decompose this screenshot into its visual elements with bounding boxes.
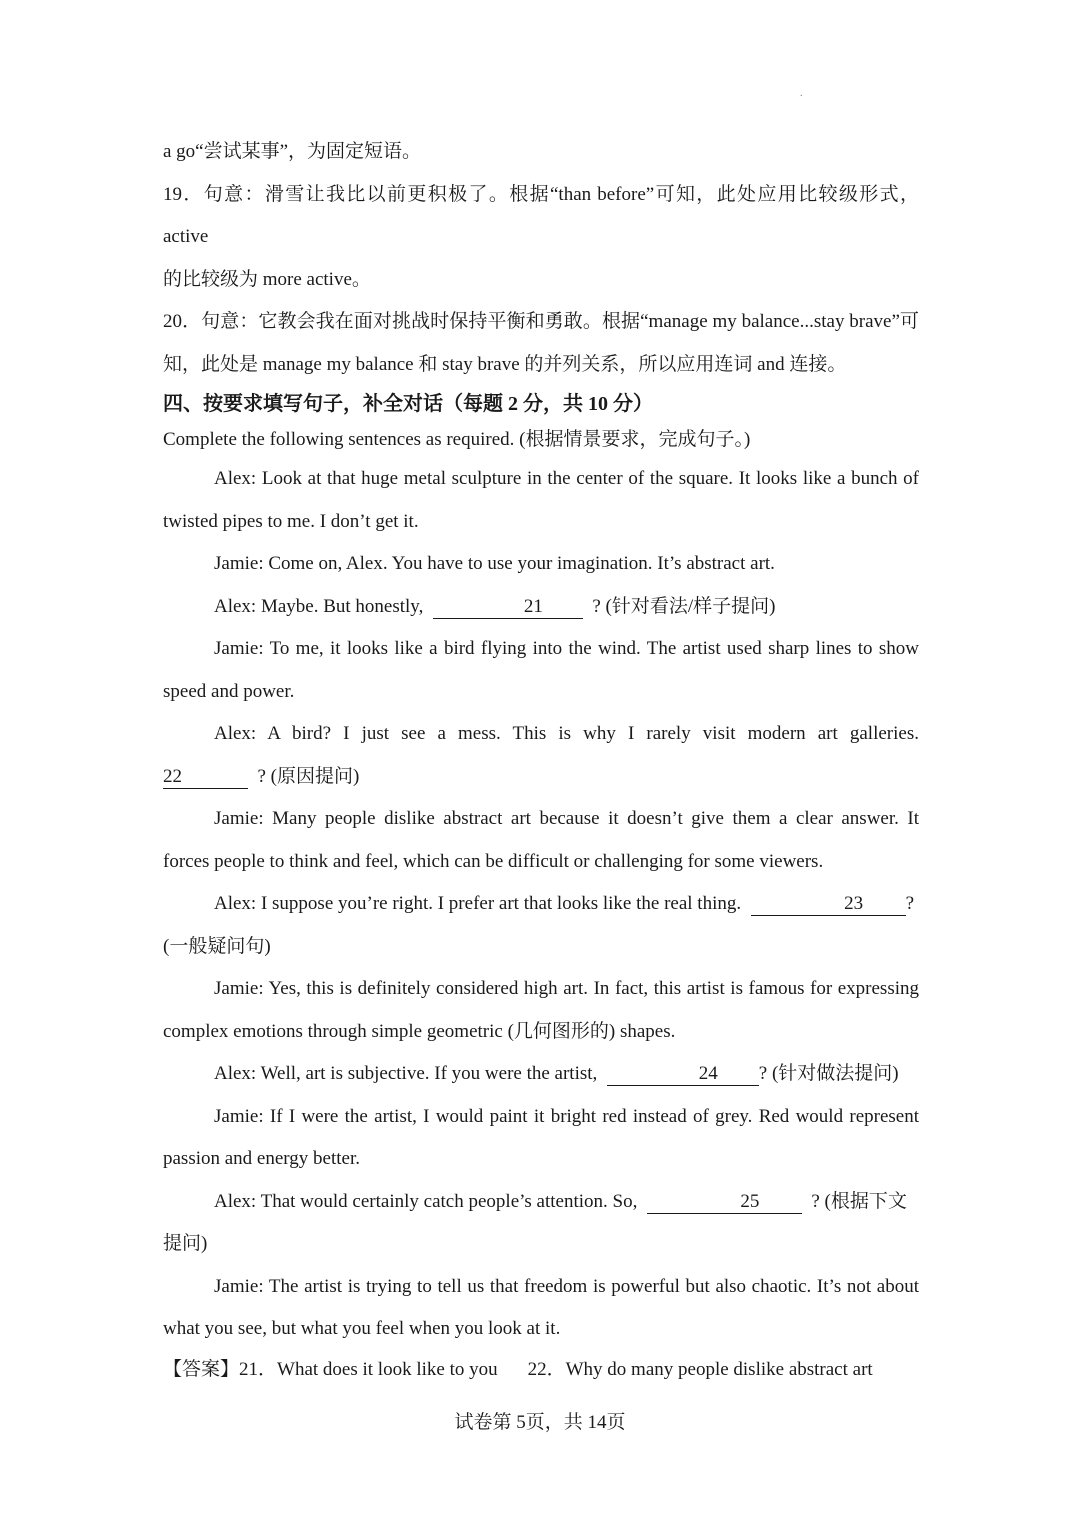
dialogue-line-8a: Jamie: Yes, this is definitely considered high art. In fact, this artist is famous for expressing: [214, 978, 919, 999]
dialogue-line-11b: 提问): [163, 1233, 208, 1254]
corner-mark: .: [800, 88, 803, 99]
answer-label: 【答案】: [163, 1359, 240, 1380]
dialogue-line-12b: what you see, but what you feel when you look at it.: [163, 1318, 561, 1339]
blank-21[interactable]: 21: [433, 596, 583, 619]
line-7-prefix: Alex: I suppose you’re right. I prefer art that looks like the real thing.: [214, 893, 742, 914]
dialogue-line-12a: Jamie: The artist is trying to tell us that freedom is powerful but also chaotic. It’s not about: [214, 1275, 919, 1297]
dialogue-line-5b: [163, 756, 919, 799]
dialogue-line-6a: Jamie: Many people dislike abstract art because it doesn’t give them a clear answer. It: [214, 808, 919, 829]
explanation-item-19-line1: 19．句意：滑雪让我比以前更积极了。根据“than before”可知，此处应用比较级形式，active: [163, 183, 919, 247]
dialogue-line-10a: Jamie: If I were the artist, I would paint it bright red instead of grey. Red would represent: [214, 1105, 919, 1127]
dialogue-line-4a: Jamie: To me, it looks like a bird flying into the wind. The artist used sharp lines to show: [214, 638, 919, 659]
explanation-item-19-line2: 的比较级为 more active。: [163, 268, 371, 290]
explanation-carry-line: a go“尝试某事”，为固定短语。: [163, 141, 422, 162]
answer-21: 21．What does it look like to you: [239, 1359, 498, 1380]
dialogue-line-5a: Alex: A bird? I just see a mess. This is why I rarely visit modern art galleries.: [214, 723, 919, 744]
dialogue-line-9: [163, 1053, 919, 1096]
line-11-prefix: Alex: That would certainly catch people’s attention. So,: [214, 1190, 638, 1212]
dialogue-line-2: Jamie: Come on, Alex. You have to use your imagination. It’s abstract art.: [214, 553, 775, 574]
dialogue-line-8b: complex emotions through simple geometric (几何图形的) shapes.: [163, 1020, 676, 1042]
blank-23[interactable]: 23: [751, 893, 906, 916]
section-instruction: Complete the following sentences as required. (根据情景要求，完成句子。): [163, 429, 751, 450]
dialogue-line-4b: speed and power.: [163, 680, 295, 702]
answer-22: 22．Why do many people dislike abstract art: [527, 1359, 873, 1380]
dialogue-line-10b: passion and energy better.: [163, 1148, 360, 1169]
line-5-hint: ? (原因提问): [257, 765, 360, 787]
dialogue-line-1a: Alex: Look at that huge metal sculpture in the center of the square. It looks like a bunch of: [214, 468, 919, 489]
blank-25[interactable]: 25: [647, 1191, 802, 1214]
dialogue-line-7b: (一般疑问句): [163, 935, 271, 957]
dialogue-line-1b: twisted pipes to me. I don’t get it.: [163, 510, 419, 532]
dialogue-line-11: [163, 1181, 919, 1224]
answer-line: [163, 1352, 923, 1388]
dialogue-line-3: [163, 586, 919, 629]
line-9-prefix: Alex: Well, art is subjective. If you were the artist,: [214, 1063, 598, 1084]
section-heading: 四、按要求填写句子，补全对话（每题 2 分，共 10 分）: [163, 393, 653, 415]
blank-24[interactable]: 24: [607, 1063, 759, 1086]
line-11-hint: ? (根据下文: [811, 1190, 907, 1212]
dialogue-line-6b: forces people to think and feel, which can be difficult or challenging for some viewers.: [163, 850, 824, 872]
line-3-hint: ? (针对看法/样子提问): [592, 595, 776, 617]
explanation-item-20-line2: 知，此处是 manage my balance 和 stay brave 的并列关系，所以应用连词 and 连接。: [163, 353, 847, 375]
blank-22[interactable]: 22: [163, 766, 248, 789]
line-7-qmark: ?: [905, 893, 915, 914]
line-9-hint: ? (针对做法提问): [758, 1063, 899, 1084]
dialogue-line-7: [163, 883, 919, 926]
page-content: [163, 131, 919, 1351]
page-footer: 试卷第 5页，共 14页: [454, 1412, 626, 1433]
explanation-item-20-line1: 20．句意：它教会我在面对挑战时保持平衡和勇敢。根据“manage my balance...stay brave”可: [163, 311, 919, 332]
line-3-prefix: Alex: Maybe. But honestly,: [214, 595, 424, 617]
